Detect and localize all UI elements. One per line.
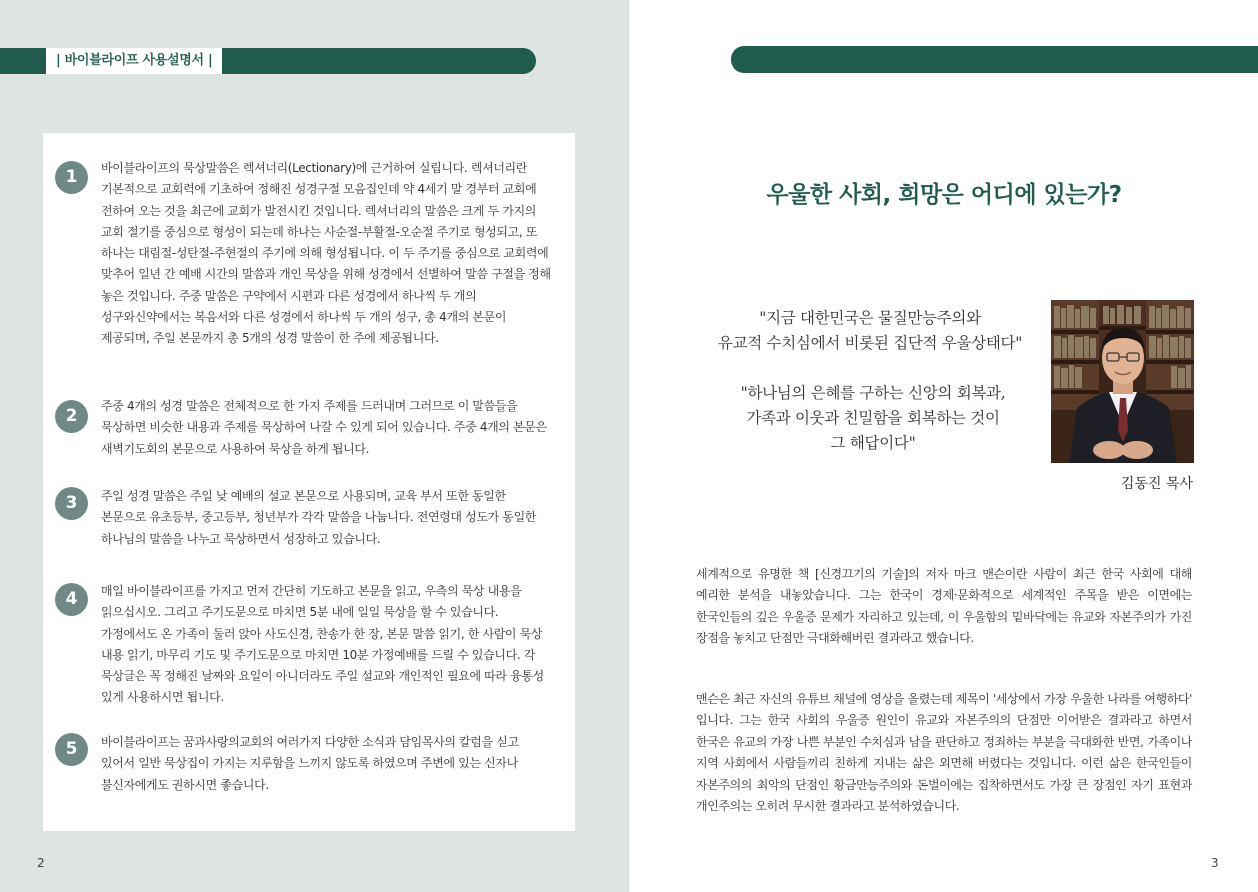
number-badge: 2 — [55, 400, 88, 433]
page-number-left: 2 — [37, 856, 45, 870]
instruction-text: 바이블라이프의 묵상말씀은 렉셔너리(Lectionary)에 근거하여 실립니다. 렉셔너리란 기본적으로 교회력에 기초하여 정해진 성경구절 모음집인데 약 4세기 말 경부터 교회에 전하여 오는 것을 최근에 교회가 발전시킨 것입니다. 렉셔너리의 말씀은 크게 두 가지의 교회 절기를 중심으로 형성이 되는데 하나는 사순절-부활절-오순절 주기로 형성되고, 또 하나는 대림절-성탄절-주현절의 주기에 의해 형성됩니다. 이 두 주기를 중심으로 교회력에 맞추어 일년 간 예배 시간의 말씀과 개인 묵상을 위해 성경에서 선별하여 말씀 구절을 정해 놓은 것입니다. 주중 말씀은 구약에서 시편과 다른 성경에서 하나씩 두 개의 성구와신약에서는 복음서와 다른 성경에서 하나씩 두 개의 성구, 총 4개의 본문이 제공되며, 주일 본문까지 총 5개의 성경 말씀이 한 주에 제공됩니다. — [101, 161, 551, 346]
quote-line: "지금 대한민국은 물질만능주의와 — [759, 309, 981, 327]
instruction-text: 매일 바이블라이프를 가지고 먼저 간단히 기도하고 본문을 읽고, 우측의 묵상 내용을 읽으십시오. 그리고 주기도문으로 마치면 5분 내에 일일 묵상을 할 수 있습니다. 가정에서도 온 가족이 둘러 앉아 사도신경, 찬송가 한 장, 본문 말씀 읽기, 한 사람이 묵상 내용 읽기, 마무리 기도 및 주기도문으로 마치면 10분 가정예배를 드릴 수 있습니다. 각 묵상글은 꼭 정해진 날짜와 요일이 아니더라도 주일 설교와 개인적인 필요에 따라 융통성 있게 사용하시면 됩니다. — [101, 584, 544, 705]
column-title: 우울한 사회, 희망은 어디에 있는가? — [766, 182, 1122, 208]
number-badge: 3 — [55, 487, 88, 520]
quote-line: 유교적 수치심에서 비롯된 집단적 우울상태다" — [717, 334, 1023, 352]
instruction-text: 바이블라이프는 꿈과사랑의교회의 여러가지 다양한 소식과 담임목사의 칼럼을 싣고 있어서 일반 묵상집이 가지는 지루함을 느끼지 않도록 하였으며 주변에 있는 신자나 불신자에게도 권하시면 좋습니다. — [101, 735, 519, 792]
page-number-right: 3 — [1211, 856, 1219, 870]
body-paragraph-1: 세계적으로 유명한 책 [신경끄기의 기술]의 저자 마크 맨슨이란 사람이 최근 한국 사회에 대해 예리한 분석을 내놓았습니다. 그는 한국이 경제·문화적으로 세계적인 주목을 받은 이면에는 한국인들의 깊은 우울증 문제가 자리하고 있는데, 이 우울함의 밑바닥에는 유교와 자본주의가 가진 장점을 놓치고 단점만 극대화해버린 결과라고 했습니다. — [696, 567, 1192, 646]
author-name: 김동진 목사 — [1120, 476, 1193, 492]
quote-line: 가족과 이웃과 친밀함을 회복하는 것이 — [746, 409, 1000, 427]
instruction-text: 주일 성경 말씀은 주일 낮 예배의 설교 본문으로 사용되며, 교육 부서 또한 동일한 본문으로 유초등부, 중고등부, 청년부가 각각 말씀을 나눕니다. 전연령대 성도가 동일한 하나님의 말씀을 나누고 묵상하면서 성장하고 있습니다. — [101, 489, 537, 546]
pull-quote-2 — [700, 381, 1046, 456]
quote-line: 그 해답이다" — [830, 434, 916, 452]
body-paragraph-2: 맨슨은 최근 자신의 유튜브 채널에 영상을 올렸는데 제목이 '세상에서 가장 우울한 나라를 여행하다' 입니다. 그는 한국 사회의 우울증 원인이 유교와 자본주의의 단점만 이어받은 결과라고 하면서 한국은 유교의 가장 나쁜 부분인 수치심과 남을 판단하고 정죄하는 부분을 극대화한 반면, 가족이나 지역 사회에서 사람들끼리 친하게 지내는 삶은 외면해 버렸다는 것입니다. 이런 삶은 한국인들이 자본주의의 최악의 단점인 황금만능주의와 돈벌이에는 집착하면서도 가장 큰 장점인 자기 표현과 개인주의는 오히려 무시한 결과라고 분석하였습니다. — [696, 692, 1192, 814]
instructions-card — [43, 133, 575, 831]
number-badge: 4 — [55, 583, 88, 616]
number-badge: 5 — [55, 733, 88, 766]
instruction-text: 주중 4개의 성경 말씀은 전체적으로 한 가지 주제를 드러내며 그러므로 이 말씀들을 묵상하면 비슷한 내용과 주제를 묵상하여 나갈 수 있게 되어 있습니다. 주중 4개의 본문은 새벽기도회의 본문으로 사용하여 묵상을 하게 됩니다. — [101, 399, 547, 456]
pull-quote-1 — [694, 306, 1046, 356]
section-tag: | 바이블라이프 사용설명서 | — [46, 48, 222, 74]
quote-line: "하나님의 은혜를 구하는 신앙의 회복과, — [740, 384, 1006, 402]
right-header-bar — [731, 46, 1258, 73]
number-badge: 1 — [55, 161, 88, 194]
pastor-portrait-photo — [1051, 300, 1194, 463]
